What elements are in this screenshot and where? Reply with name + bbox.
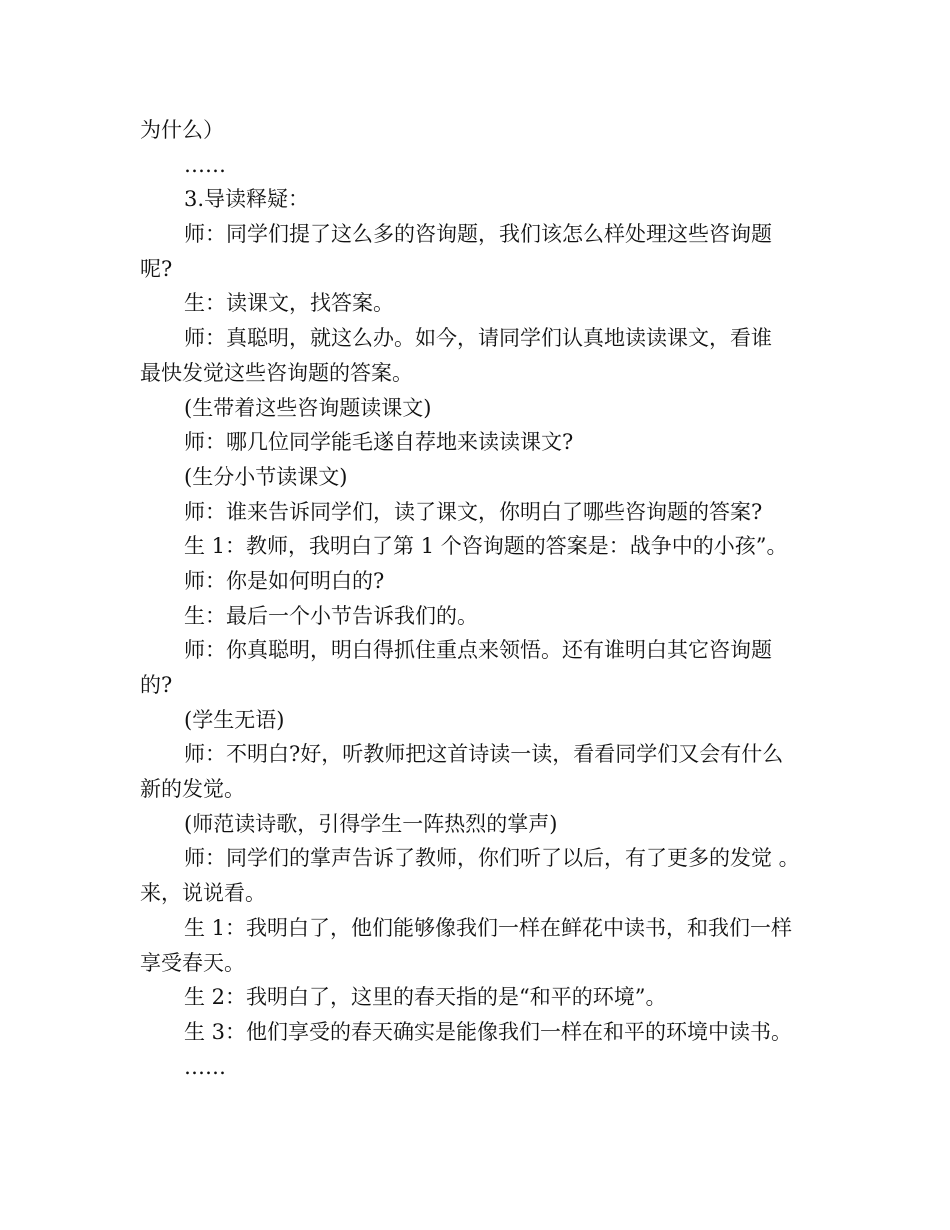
- text-line: 为什么）: [140, 118, 224, 142]
- document-body: [140, 113, 820, 1084]
- text-line: 享受春天。: [140, 950, 245, 975]
- text-line: 师：你是如何明白的?: [184, 568, 385, 593]
- text-line: (学生无语): [184, 707, 285, 732]
- text-line: 师：真聪明，就这么办。如今，请同学们认真地读读课文，看谁: [184, 326, 772, 351]
- text-line: 师：谁来告诉同学们，读了课文，你明白了哪些咨询题的答案?: [184, 499, 763, 524]
- text-line: 师：你真聪明，明白得抓住重点来领悟。还有谁明白其它咨询题: [184, 638, 772, 663]
- text-line: 师：同学们提了这么多的咨询题，我们该怎么样处理这些咨询题: [184, 222, 772, 247]
- text-line: (师范读诗歌，引得学生一阵热烈的掌声): [184, 811, 558, 836]
- text-line: 生：最后一个小节告诉我们的。: [184, 603, 478, 628]
- text-line: 师：不明白?好，听教师把这首诗读一读，看看同学们又会有什么: [184, 742, 784, 767]
- text-line: 师：同学们的掌声告诉了教师，你们听了以后，有了更多的发觉 。: [184, 846, 800, 871]
- text-line: ……: [184, 1054, 226, 1079]
- text-line: 生 3：他们享受的春天确实是能像我们一样在和平的环境中读书。: [184, 1019, 793, 1044]
- text-line: 师：哪几位同学能毛遂自荐地来读读课文?: [184, 430, 574, 455]
- text-line: 最快发觉这些咨询题的答案。: [140, 360, 413, 385]
- text-line: 生 1：我明白了，他们能够像我们一样在鲜花中读书，和我们一样: [184, 915, 793, 940]
- text-line: (生分小节读课文): [184, 464, 348, 489]
- text-line: (生带着这些咨询题读课文): [184, 395, 432, 420]
- text-line: ……: [184, 152, 226, 177]
- text-line: 生 2：我明白了，这里的春天指的是“和平的环境”。: [184, 985, 667, 1010]
- text-line: 生：读课文，找答案。: [184, 291, 394, 316]
- text-line: 来，说说看。: [140, 881, 266, 906]
- text-line: 生 1：教师，我明白了第 1 个咨询题的答案是：战争中的小孩”。: [184, 534, 788, 559]
- section-heading: 3.导读释疑：: [184, 187, 310, 212]
- text-line: 新的发觉。: [140, 777, 245, 802]
- text-line: 的?: [140, 673, 173, 697]
- text-line: 呢?: [140, 256, 173, 281]
